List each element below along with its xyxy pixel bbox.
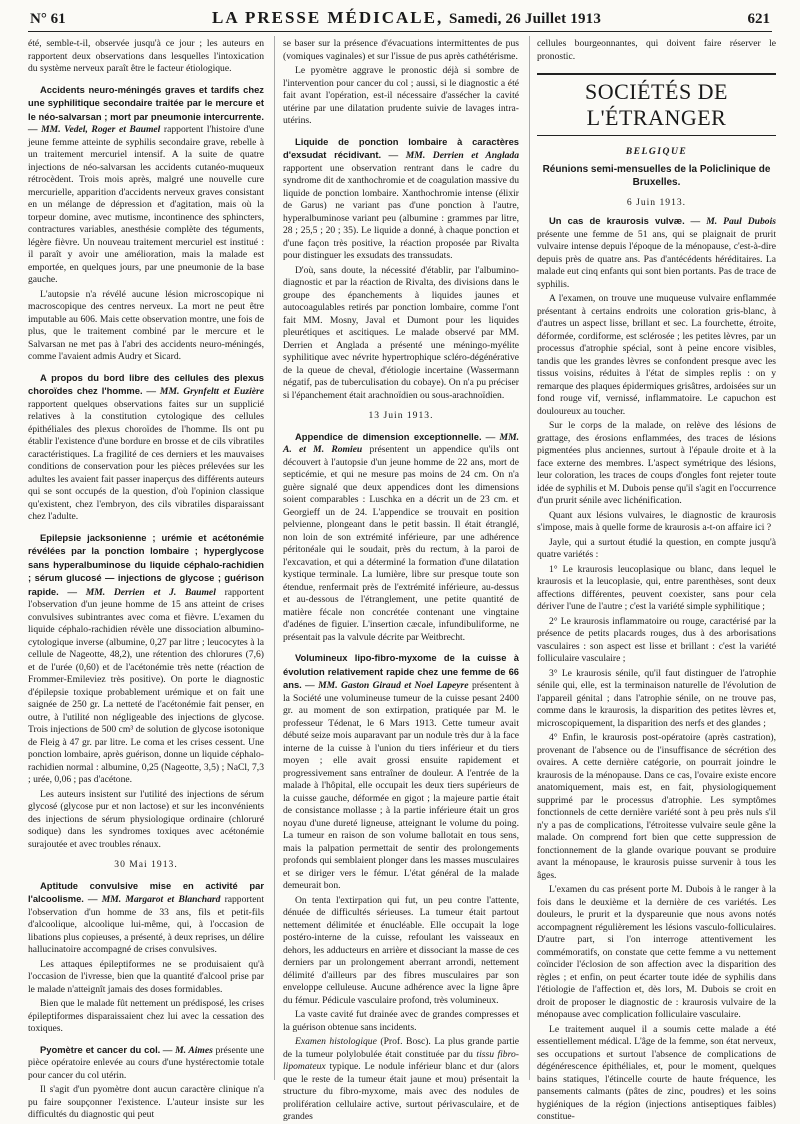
running-title: [212, 8, 601, 28]
paragraph: Quant aux lésions vulvaires, le diagnostic de kraurosis s'impose, mais à quelle forme de kraurosis a-t-on affaire ici ?: [537, 509, 776, 533]
article: [283, 431, 519, 645]
paper-name: LA PRESSE MÉDICALE,: [212, 8, 444, 27]
column-middle: [283, 38, 520, 1122]
column-left: [28, 38, 264, 1120]
article-authors: — M. Paul Dubois: [690, 216, 776, 227]
article: [28, 880, 264, 1036]
meeting-heading: Réunions semi-mensuelles de la Policlinique de Bruxelles.: [542, 163, 771, 188]
column-separator: [529, 36, 530, 1080]
paragraph: (Prof. Bosc). La plus grande partie de la tumeur polylobulée était constituée par du: [283, 1036, 519, 1060]
variety-list: [537, 564, 776, 883]
page-header: [30, 8, 770, 30]
session-date: 30 Mai 1913.: [114, 859, 178, 870]
paragraph: Sur le corps de la malade, on relève des lésions de grattage, des érosions enflammées, des traces de lésions pigmentées plus anciennes, surtout à l'épaule droite et à la face externe des membres. L'aspect symétrique des lésions, leur coloration, les traces de coups d'ongles font rejeter toute idée de syphilis et M. Dubois pense qu'il s'agit en l'occurrence d'un prurit sénile avec lichénification.: [537, 420, 776, 506]
article-title: Aptitude convulsive mise en activité par l'alcoolisme.: [28, 879, 264, 904]
article-authors: — MM. Gaston Giraud et Noel Lapeyre: [305, 680, 469, 691]
article-authors: — MM. Derrien et J. Baumel: [67, 586, 216, 598]
article-text: rapportent l'observation d'un homme de 33 ans, fils et petit-fils d'alcoolique, alcoolique lui-même, qui, à l'occasion de libations plus copieuses, a présenté, à deux reprises, un délire hallucinatoire accompagné de crises convulsives.: [28, 894, 264, 955]
country-heading: BELGIQUE: [625, 146, 688, 157]
section-heading: SOCIÉTÉS DE L'ÉTRANGER: [537, 73, 776, 136]
article-title: A propos du bord libre des cellules des plexus choroïdes chez l'homme.: [28, 371, 264, 396]
list-item: 4° Enfin, le kraurosis post-opératoire (après castration), provenant de l'absence ou de l'insuffisance de sécrétion des ovaires. A cette dernière catégorie, on pourrait joindre le kraurosis de la ménopause. Dans ce cas, l'ovaire existe encore anatomiquement, mais est, en fait, physiologiquement supprimé par le processus d'atrophie. Les symptômes fonctionnels de cette dernière variété sont à peu près nuls s'il n'y a pas de complications, l'étroitesse vulvaire seule gêne la malade. On comprend fort bien que cette suppression de fonctionnement de la glande ovarique pouvant se produire avant la ménopause, le kraurosis puisse survenir à tous les âges.: [537, 732, 776, 881]
paragraph: D'où, sans doute, la nécessité d'établir, par l'albumino-diagnostic et par la réaction de Rivalta, des divisions dans le groupe des épanchements à liquides jaunes et autocoagulables retirés par ponction lombaire, comme l'ont fait MM. Mosny, Javal et Dumont pour les liquides pleurétiques et ascitiques. Le malade observé par MM. Derrien et Anglada a présenté une méningo-myélite syphilitique avec névrite hypertrophique scléro-dégénérative de la queue de cheval, d'étiologie incertaine (Wassermann négatif, pas de tuberculisation du cobaye). On n'a pu préciser si l'épanchement était arachnoïdien ou sous-arachnoïdien.: [283, 264, 519, 401]
emphasis: tissu fibro-lipomateux: [283, 1048, 519, 1072]
paragraph: Les auteurs insistent sur l'utilité des injections de sérum glycosé (glycose pur et non lactose) et sur les inconvénients des injections de sérum physiologique ordinaire (chloruré sodique) dans les syndromes toxiques avec acétonémie surajoutée et avec troubles rénaux.: [28, 788, 264, 850]
paragraph: été, semble-t-il, observée jusqu'à ce jour ; les auteurs en rapportent deux observations dans lesquelles l'intoxication du système nerveux paraît être le facteur étiologique.: [28, 38, 264, 74]
paragraph: La vaste cavité fut drainée avec de grandes compresses et la guérison obtenue sans incidents.: [283, 1009, 519, 1033]
paragraph: Les attaques épileptiformes ne se produisaient qu'à l'occasion de l'ivresse, bien que la quantité d'alcool prise par le malade n'atteignît jamais des doses formidables.: [28, 958, 264, 995]
article-title: Volumineux lipo-fibro-myxome de la cuisse à évolution relativement rapide chez une femme de 66 ans.: [283, 652, 519, 690]
article: [283, 136, 519, 403]
article-title: Liquide de ponction lombaire à caractères d'exsudat récidivant.: [283, 135, 519, 160]
paragraph: Il s'agit d'un pyomètre dont aucun caractère clinique n'a pu faire soupçonner l'existence. L'auteur insiste sur les difficultés du diagnostic qui peut: [28, 1084, 264, 1120]
paragraph: A l'examen, on trouve une muqueuse vulvaire enflammée présentant à certains endroits une coloration gris-blanc, à d'autres un aspect lisse, brillant et sec. La fourchette, étroite, déformée, cordiforme, est sclérosée ; les petites lèvres, par un processus d'atrophie spécial, sont à peine encore visibles, tandis que les grandes lèvres se confondent presque avec les tissus voisins, réduites à l'état de simples replis : on y remarque des plaques épidermiques grisâtres, ardoisées sur un fond rouge vif, vernissé, inflammatoire. Le capuchon est douloureux au toucher.: [537, 293, 776, 417]
article-authors: — M. Aimes: [162, 1044, 213, 1056]
issue-number: N° 61: [30, 11, 66, 27]
paragraph: Le pyomètre aggrave le pronostic déjà si sombre de l'intervention pour cancer du col ; aussi, si le diagnostic a été fait avant l'opération, est-il nécessaire d'assécher la cavité utérine par une dilatation prudente suivie de lavages intra-utérins.: [283, 65, 519, 126]
article-authors: — MM. Vedel, Roger et Baumel: [28, 124, 161, 135]
session-date: 6 Juin 1913.: [626, 196, 687, 208]
paragraph: se baser sur la présence d'évacuations intermittentes de pus (vomiques vaginales) et sur l'issue de pus après cathétérisme.: [283, 38, 519, 62]
article-title: Appendice de dimension exceptionnelle.: [295, 430, 482, 442]
article-text: rapportent l'observation d'un jeune homme de 15 ans atteint de crises convulsives subintrantes avec coma et fièvre. L'examen du liquide céphalo-rachidien révèle une dissociation albumino-cytologique inverse (albumine, 0,27 par litre ; leucocytes à la cellule de Nageotte, 48,2), une rétention des chlorures (7,6) et de l'urée (0,60) et de l'acétonémie très nette (réaction de Frommer-Emileviez très positive). On porte le diagnostic d'épilepsie toxique probablement urémique et on fait une saignée de 250 gr. La netteté de l'acétonémie fait penser, en outre, à l'utilité non négligeable des injections de glycose. Trois injections de 500 cm³ de solution de glycose isotonique de Fleig à 47 gr. par litre. Le coma et les crises cessent. Une ponction lombaire, après guérison, donne un liquide céphalo-rachidien normal : albumine, 0,25 (Nageotte, 3,5) ; NaCl, 7,3 ; urée, 0,06 ; pas d'acétone.: [28, 586, 264, 785]
page-number: 621: [747, 11, 770, 27]
article-authors: — MM. Margarot et Blanchard: [88, 894, 221, 905]
paragraph: L'examen du cas présent porte M. Dubois à le ranger à la fois dans le deuxième et la dernière de ces variétés. Les douleurs, le prurit et la dyspareunie que nous avons notés accompagnent régulièrement les lésions vasculo-folliculaires. D'autre part, si l'on interroge attentivement les commémoratifs, on constate que cette femme a vu nettement coïncider l'éclosion de son affection avec la disparition des règles ; et enfin, on peut écarter toute idée de syphilis dans l'étiologie de l'affection et, dès lors, M. Dubois se croit en droit de proposer le diagnostic de : kraurosis vulvaire de la ménopause avec complication folliculaire vasculaire.: [537, 884, 776, 1020]
article: [28, 84, 264, 364]
article-title: Pyomètre et cancer du col.: [40, 1043, 161, 1055]
article-title: Accidents neuro-méningés graves et tardifs chez une syphilitique secondaire traitée par le mercure et le néo-salvarsan ; mort par pneumonie intercurrente.: [28, 83, 264, 122]
header-rule: [28, 31, 772, 32]
article: [283, 652, 519, 1124]
article-text: rapportent l'histoire d'une jeune femme atteinte de syphilis secondaire grave, rebelle à un traitement mercuriel intensif. A la suite de quatre injections de néo-salvarsan les accidents cutanéo-muqueux rétrocèdent. Trois mois après, malgré une nouvelle cure mercurielle, apparition d'accidents nerveux graves consistant en un mélange de dépression et d'agitation, mais où la torpeur domine, avec mutisme, incontinence des sphincters, contractures variables, anesthésie complète des téguments, légère fièvre. Un nouveau traitement mercuriel est institué : il paraît y avoir une amélioration, mais la malade est emportée, en quelques jours, par une pneumonie de la base gauche.: [28, 124, 264, 285]
session-date: 13 Juin 1913.: [368, 410, 434, 421]
article-text: rapportent quelques observations faites sur un supplicié relatives à la constitution cytologique des cellules épithéliales des plexus choroïdes de l'homme. Ils ont pu établir l'existence d'une bordure en brosse et de cils vibratiles caractéristiques. La fragilité de ces derniers et les mauvaises conditions de conservation pour les pièces prélevées sur les adultes les avaient fait passer inaperçus des différents auteurs qui se sont occupés de la question, d'où l'opinion classique qu'existent, chez l'embryon, des cils vibratiles disparaissant chez l'adulte.: [28, 398, 264, 522]
article: [28, 532, 264, 852]
list-item: 1° Le kraurosis leucoplasique ou blanc, dans lequel le kraurosis et la leucoplasie, qui, entre parenthèses, sont deux affections différentes, peuvent coexister, sans pour cela dériver l'une de l'autre ; c'est la variété simple syphilitique ;: [537, 563, 776, 612]
paragraph: L'autopsie n'a révélé aucune lésion microscopique ni macroscopique des centres nerveux. La mort ne peut être imputable au 606. Mais cette observation montre, une fois de plus, que le traitement combiné par le mercure et le Salvarsan ne met pas à l'abri des accidents neuro-méningés, comme l'avaient admis Audry et Sicard.: [28, 288, 264, 362]
article-title: Un cas de kraurosis vulvæ.: [549, 215, 685, 226]
article-authors: — MM. A. et M. Romieu: [283, 431, 520, 455]
paragraph: cellules bourgeonnantes, qui doivent faire réserver le pronostic.: [537, 38, 776, 62]
article-text: présentent un appendice qu'ils ont découvert à l'autopsie d'un jeune homme de 22 ans, mort de septicémie, et qui ne mesure pas moins de 24 cm. On n'a guère signalé que deux appendices dont les dimensions soient comparables : Luschka en a décrit un de 23 cm. et Georgieff un de 24. L'appendice se trouvait en position pelvienne, plongeant dans le petit bassin. Il était étranglé, non loin de son extrémité inférieure, par une adhérence péritonéale qui le soudait, près du rectum, à la paroi de l'excavation, et qui a déterminé la formation d'une dilatation kystique terminale. La lumière, libre sur presque toute son étendue, renfermait près de l'extrémité inférieure, au-dessus et au-dessous de l'étranglement, une petite quantité de matière fécale non concrétée contenant une vingtaine d'adénes de figuier. L'insertion cæcale, infundibuliforme, ne présentait pas la valvule décrite par Weitbrecht.: [283, 444, 519, 643]
article-text: rapportent une observation rentrant dans le cadre du syndrome dit de xanthochromie et de coagulation massive du liquide de ponction lombaire. Xanthochromie intense (élixir de Garus) ne variant pas d'une ponction à l'autre, hyperalbuminose variant peu (albumine : grammes par litre, 28 ; 25,5 ; 20 ; 35). Le liquide a donné, à chaque ponction et d'une façon très positive, la réaction proposée par Rivalta pour distinguer les exsudats des transsudats.: [283, 162, 519, 261]
paragraph: On tenta l'extirpation qui fut, un peu contre l'attente, dénuée de difficultés sérieuses. La tumeur était partout nettement délimitée et énucléable. Elle occupait la loge postéro-interne de la cuisse, refoulant les vaisseaux en dehors, les adducteurs en arrière et dissociant la masse de ces derniers par un prolongement aberrant arrondi, nettement délimité d'ailleurs par des fibres musculaires par son enveloppe celluleuse. Aucune adhérence avec la ligne âpre du fémur. Pédicule vasculaire profond, très volumineux.: [283, 894, 519, 1006]
article-authors: — MM. Grynfeltt et Euzière: [146, 386, 264, 397]
column-separator: [274, 36, 275, 1080]
column-right: [537, 38, 776, 1122]
article: [28, 1044, 264, 1122]
paragraph: Jayle, qui a surtout étudié la question, en compte jusqu'à quatre variétés :: [537, 536, 776, 560]
issue-date: Samedi, 26 Juillet 1913: [448, 11, 602, 27]
paragraph: Bien que le malade fût nettement un prédisposé, les crises épileptiformes disparaissaient chez lui avec la cessation des toxiques.: [28, 998, 264, 1034]
list-item: 2° Le kraurosis inflammatoire ou rouge, caractérisé par la présence de petits placards rouges, dus à des arborisations vasculaires : son aspect est lisse et brillant : c'est la variété folliculaire vasculaire ;: [537, 615, 776, 664]
paragraph: Le traitement auquel il a soumis cette malade a été essentiellement médical. L'âge de la femme, son état nerveux, ses occupations et surtout l'absence de complications de dégénérescence épithéliales, et, pour le moment, quelques bains statiques, l'étincelle courte de haute fréquence, les pansements calmants (pâtes de zinc, poudres) et les soins hygiéniques de la région (injections antiseptiques faibles) constitue-: [537, 1023, 776, 1122]
paragraph: typique. Le nodule inférieur blanc et dur (alors que le reste de la tumeur était jaune et mou) présentait la structure du fibro-myxome, mais avec des nodules de prolifération cellulaire active, surtout périvasculaire, et de grandes: [283, 1061, 519, 1122]
list-item: 3° Le kraurosis sénile, qu'il faut distinguer de l'atrophie sénile qui, elle, est la terminaison naturelle de l'évolution de l'appareil génital ; dans l'atrophie sénile, on ne trouve pas, comme dans le kraurosis, la disparition des petites lèvres et, microscopiquement, la disparition des nerfs et des glandes ;: [537, 667, 776, 729]
article-title: Epilepsie jacksonienne ; urémie et acétonémie révélées par la ponction lombaire ; hyperglycose sans hyperalbuminose du liquide céphalo-rachidien ; sérum glucosé — injections de glycose ; guérison rapide.: [28, 531, 264, 597]
article: [28, 372, 264, 524]
article-text: présentent à la Société une volumineuse tumeur de la cuisse pesant 2400 gr. au moment de son extirpation, pratiquée par M. le professeur Tédenat, le 6 Mars 1913. Cette tumeur avait débuté seize mois auparavant par un nodule très dur à la face interne de la cuisse à l'union du tiers inférieur et du tiers moyen ; elle avait grossi ensuite rapidement et progressivement sans entraîner de douleur. A l'entrée de la malade à l'hôpital, elle occupait les deux tiers supérieurs de la cuisse gauche, déformée en gigot ; la majeure partie était de consistance mollasse ; à la partie inférieure était un gros noyau d'une dureté ligneuse, atteignant le volume du poing. La tumeur en raison de son volume ballotait en tous sens, mais la palpation permettait de sentir des prolongements profonds qui semblaient plonger dans les masses musculaires et se diriger vers le fémur. L'état général de la malade demeurait bon.: [283, 680, 519, 891]
article-authors: — MM. Derrien et Anglada: [388, 150, 519, 161]
exam-label: Examen histologique: [295, 1036, 377, 1047]
article-text: présente une femme de 51 ans, qui se plaignait de prurit vulvaire intense depuis l'époque de la ménopause, c'est-à-dire depuis près de quatre ans. Pas d'antécédents héréditaires. La malade eut cinq enfants qui sont bien portants. Pas de trace de syphilis.: [537, 228, 776, 290]
article-text: présente une pièce opératoire enlevée au cours d'une hystérectomie totale pour cancer du col utérin.: [28, 1044, 264, 1081]
